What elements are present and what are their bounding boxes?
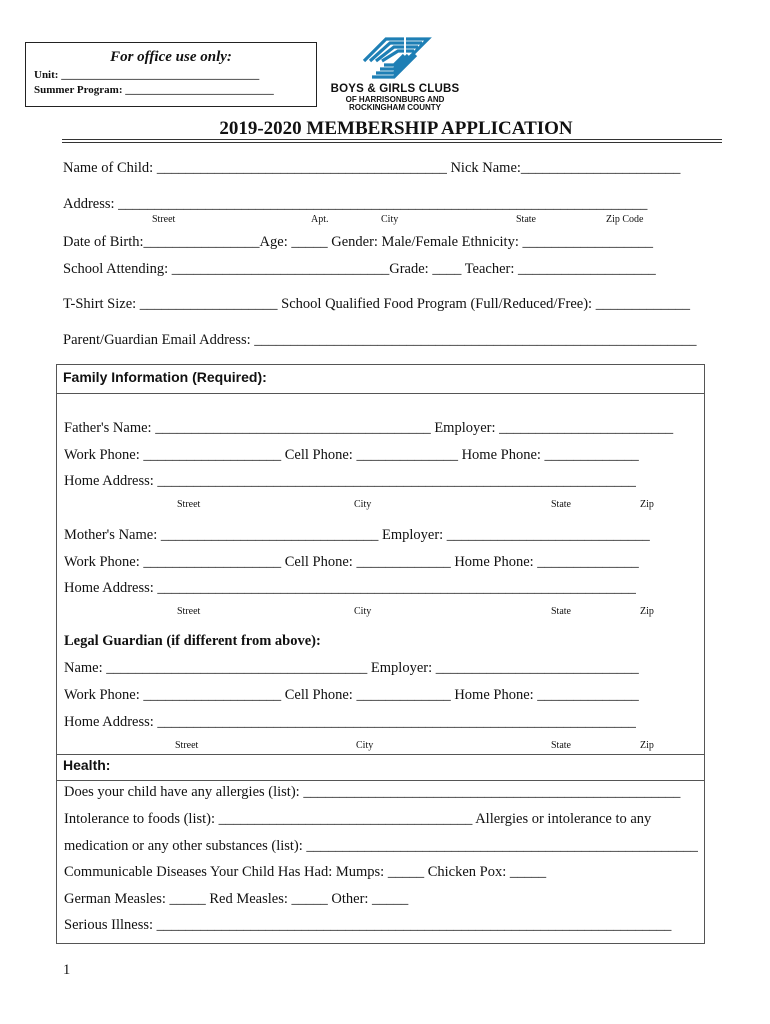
father-addr-city: City <box>354 499 372 510</box>
guardian-heading: Legal Guardian (if different from above): <box>64 633 321 649</box>
mother-addr-city: City <box>354 606 372 617</box>
unit-field[interactable]: Unit: ____________________________________ <box>34 69 260 81</box>
document-title: 2019-2020 MEMBERSHIP APPLICATION <box>219 118 573 139</box>
email-field[interactable]: Parent/Guardian Email Address: _____________________________________________________________ <box>63 332 697 348</box>
family-section <box>56 392 705 755</box>
title-rule-top <box>62 139 722 140</box>
food-intolerance-field[interactable]: Intolerance to foods (list): ___________________________________ Allergies or intolerance to any <box>64 811 652 827</box>
logo-name: BOYS & GIRLS CLUBS <box>330 83 460 95</box>
health-section <box>56 780 705 944</box>
mother-addr-zip: Zip <box>640 606 654 617</box>
address-field[interactable]: Address: _________________________________________________________________________ <box>63 196 648 212</box>
page-number: 1 <box>63 962 71 978</box>
father-addr-street: Street <box>177 499 201 510</box>
mother-phone-field[interactable]: Work Phone: ___________________ Cell Phone: _____________ Home Phone: ______________ <box>64 554 639 570</box>
addr-label-zip: Zip Code <box>606 214 644 225</box>
club-logo-icon <box>324 33 474 85</box>
allergies-field[interactable]: Does your child have any allergies (list): ____________________________________________________ <box>64 784 681 800</box>
guardian-name-field[interactable]: Name: ____________________________________ Employer: ____________________________ <box>64 660 639 676</box>
communicable-diseases-field[interactable]: Communicable Diseases Your Child Has Had: Mumps: _____ Chicken Pox: _____ <box>64 864 547 880</box>
health-header-box <box>56 754 705 781</box>
mother-addr-state: State <box>551 606 571 617</box>
serious-illness-field[interactable]: Serious Illness: _______________________________________________________________________ <box>64 917 672 933</box>
guardian-address-field[interactable]: Home Address: __________________________________________________________________ <box>64 714 636 730</box>
dob-age-gender-field[interactable]: Date of Birth:________________Age: _____ Gender: Male/Female Ethnicity: __________________ <box>63 234 653 250</box>
mother-addr-street: Street <box>177 606 201 617</box>
school-field[interactable]: School Attending: ______________________________Grade: ____ Teacher: ___________________ <box>63 261 656 277</box>
logo-subtitle-1: OF HARRISONBURG AND <box>345 95 445 104</box>
addr-label-city: City <box>381 214 399 225</box>
father-name-field[interactable]: Father's Name: ______________________________________ Employer: ________________________ <box>64 420 674 436</box>
guardian-addr-city: City <box>356 740 374 751</box>
father-addr-zip: Zip <box>640 499 654 510</box>
addr-label-street: Street <box>152 214 176 225</box>
guardian-addr-zip: Zip <box>640 740 654 751</box>
office-use-title: For office use only: <box>110 49 232 65</box>
child-name-field[interactable]: Name of Child: ________________________________________ Nick Name:______________________ <box>63 160 681 176</box>
father-addr-state: State <box>551 499 571 510</box>
tshirt-food-field[interactable]: T-Shirt Size: ___________________ School Qualified Food Program (Full/Reduced/Free): _____________ <box>63 296 690 312</box>
logo-subtitle-2: ROCKINGHAM COUNTY <box>349 103 441 112</box>
medication-intolerance-field[interactable]: medication or any other substances (list): ______________________________________________________ <box>64 838 698 854</box>
office-use-box <box>25 42 317 107</box>
guardian-addr-street: Street <box>175 740 199 751</box>
addr-label-apt: Apt. <box>311 214 329 225</box>
title-rule-bottom <box>62 142 722 143</box>
mother-name-field[interactable]: Mother's Name: ______________________________ Employer: ____________________________ <box>64 527 650 543</box>
family-heading: Family Information (Required): <box>63 369 267 385</box>
guardian-phone-field[interactable]: Work Phone: ___________________ Cell Phone: _____________ Home Phone: ______________ <box>64 687 639 703</box>
addr-label-state: State <box>516 214 536 225</box>
father-address-field[interactable]: Home Address: __________________________________________________________________ <box>64 473 636 489</box>
family-header-box <box>56 364 705 394</box>
mother-address-field[interactable]: Home Address: __________________________________________________________________ <box>64 580 636 596</box>
health-heading: Health: <box>63 757 111 773</box>
guardian-addr-state: State <box>551 740 571 751</box>
father-phone-field[interactable]: Work Phone: ___________________ Cell Phone: ______________ Home Phone: _____________ <box>64 447 639 463</box>
measles-field[interactable]: German Measles: _____ Red Measles: _____ Other: _____ <box>64 891 409 907</box>
summer-program-field[interactable]: Summer Program: ___________________________ <box>34 84 274 96</box>
